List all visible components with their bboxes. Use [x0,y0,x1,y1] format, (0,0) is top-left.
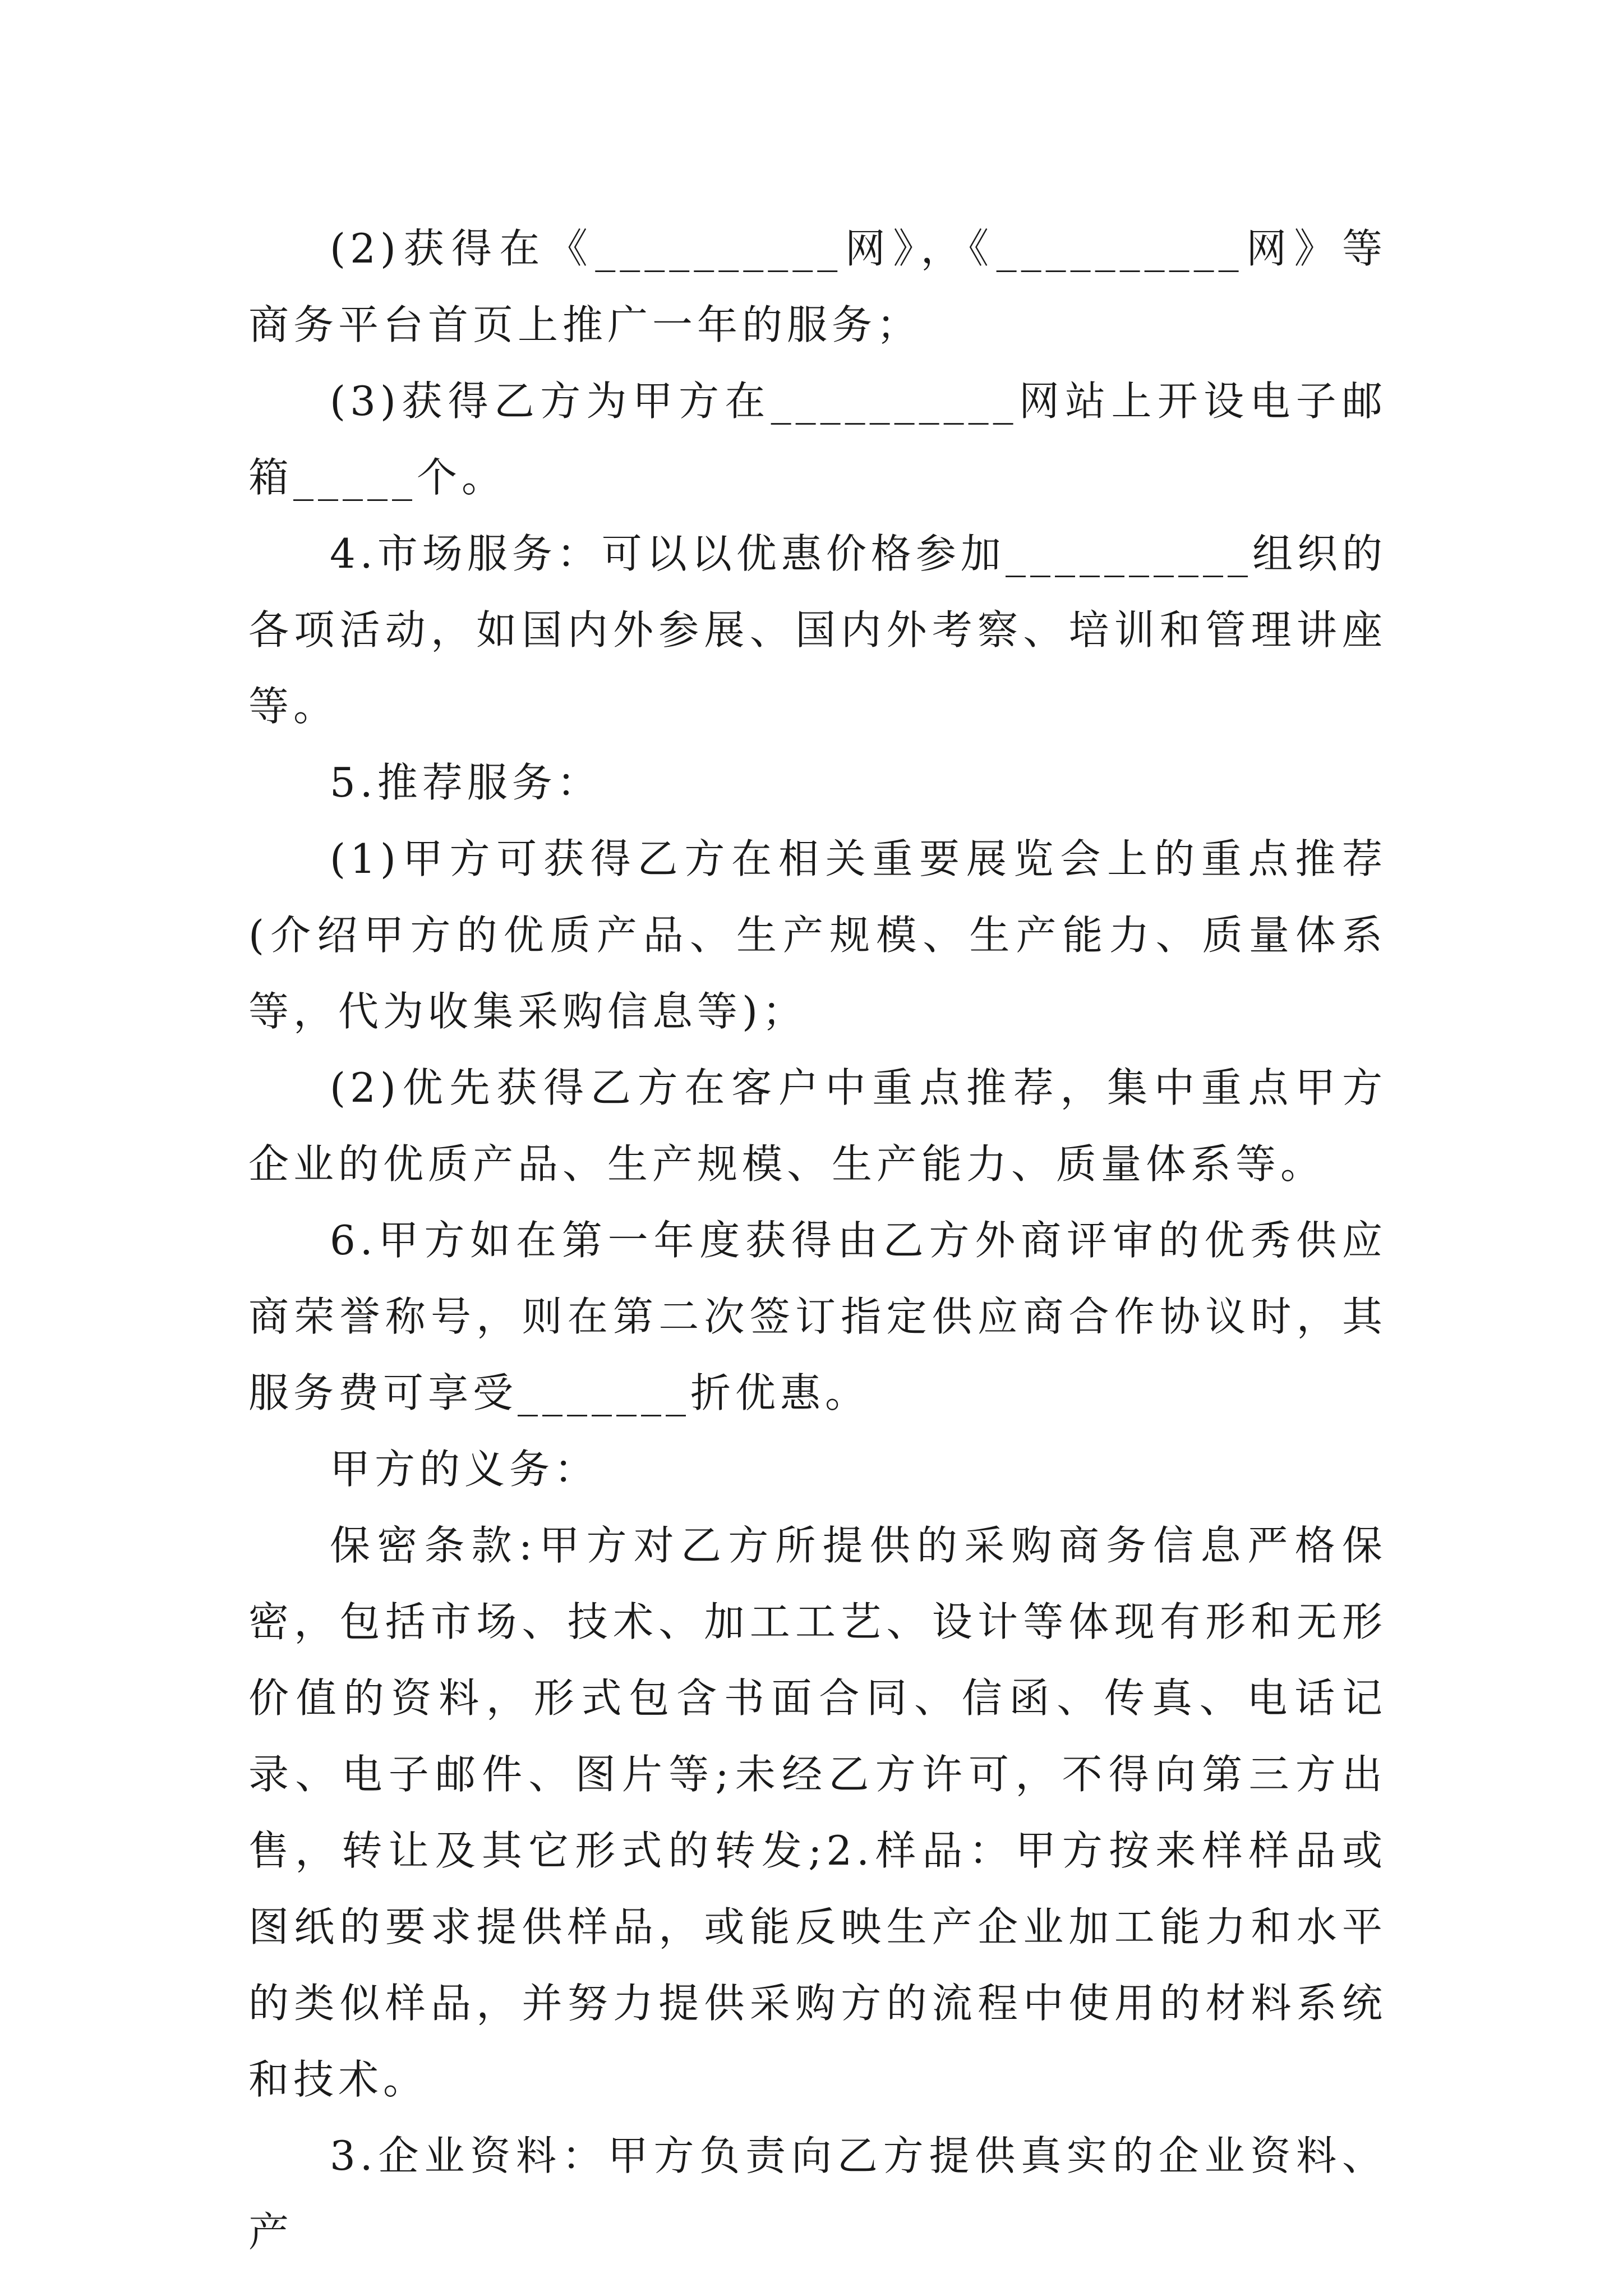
paragraph-confidentiality: 保密条款:甲方对乙方所提供的采购商务信息严格保密，包括市场、技术、加工工艺、设计等体现有形和无形价值的资料，形式包含书面合同、信函、传真、电话记录、电子邮件、图片等;未经乙方许可，不得向第三方出售，转让及其它形式的转发;2.样品：甲方按来样样品或图纸的要求提供样品，或能反映生产企业加工能力和水平的类似样品，并努力提供采购方的流程中使用的材料系统和技术。 [248,1522,1387,2103]
paragraph-obligations-heading: 甲方的义务： [330,1446,600,1493]
paragraph-recommend-service-heading: 5.推荐服务： [330,759,602,806]
paragraph-client-recommend: (2)优先获得乙方在客户中重点推荐，集中重点甲方企业的优质产品、生产规模、生产能力、质量体系等。 [248,1064,1387,1188]
document-body [248,210,1387,2270]
paragraph-platform-promotion: (2)获得在《__________网》，《__________网》等商务平台首页上推广一年的服务； [248,225,1387,348]
paragraph-market-service: 4.市场服务：可以以优惠价格参加__________组织的各项活动，如国内外参展、国内外考察、培训和管理讲座等。 [248,530,1387,730]
paragraph-supplier-discount: 6.甲方如在第一年度获得由乙方外商评审的优秀供应商荣誉称号，则在第二次签订指定供应商合作协议时，其服务费可享受_______折优惠。 [248,1217,1387,1416]
paragraph-company-info: 3.企业资料：甲方负责向乙方提供真实的企业资料、产 [248,2132,1387,2256]
paragraph-email-accounts: (3)获得乙方为甲方在__________网站上开设电子邮箱_____个。 [248,378,1387,501]
paragraph-exhibition-recommend: (1)甲方可获得乙方在相关重要展览会上的重点推荐(介绍甲方的优质产品、生产规模、生产能力、质量体系等，代为收集采购信息等)； [248,835,1387,1035]
